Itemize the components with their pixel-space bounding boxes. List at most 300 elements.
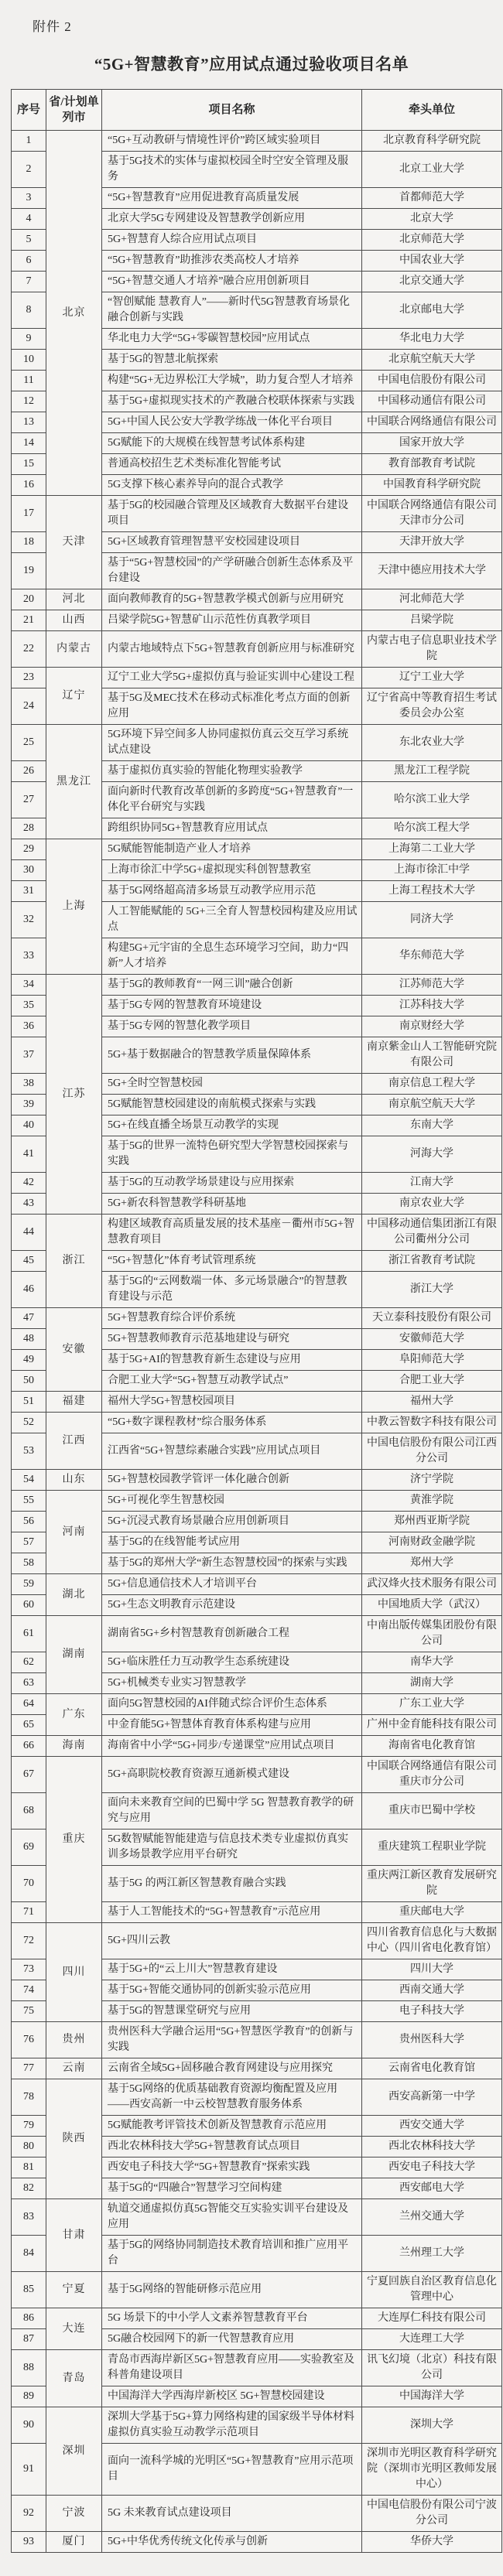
- project-name-cell: 5G+信息通信技术人才培训平台: [102, 1574, 362, 1595]
- province-cell: 河北: [46, 589, 102, 610]
- header-lead-unit: 牵头单位: [362, 90, 502, 131]
- row-number-cell: 25: [12, 725, 46, 761]
- lead-unit-cell: 西安交通大学: [362, 2116, 502, 2137]
- table-row: [12, 496, 502, 532]
- project-name-cell: “5G+数字课程教材”综合服务体系: [102, 1413, 362, 1433]
- project-name-cell: 基于5G 的两江新区智慧教育融合实践: [102, 1866, 362, 1902]
- project-name-cell: 普通高校招生艺术类标准化智能考试: [102, 454, 362, 475]
- project-name-cell: 构建“5G+无边界松江大学城”，助力复合型人才培养: [102, 371, 362, 391]
- province-cell: 湖北: [46, 1574, 102, 1616]
- lead-unit-cell: 辽宁省高中等教育招生考试委员会办公室: [362, 688, 502, 725]
- lead-unit-cell: 中国海洋大学: [362, 2386, 502, 2407]
- project-name-cell: 基于5G+AI的智慧教育新生态建设与应用: [102, 1350, 362, 1371]
- project-name-cell: 吕梁学院5G+智慧矿山示范性仿真教学项目: [102, 610, 362, 631]
- province-cell: 大连: [46, 2308, 102, 2350]
- row-number-cell: 76: [12, 2022, 46, 2058]
- row-number-cell: 14: [12, 433, 46, 454]
- project-name-cell: 面向教师教育的5G+智慧教学模式创新与应用研究: [102, 589, 362, 610]
- lead-unit-cell: 四川大学: [362, 1959, 502, 1980]
- row-number-cell: 55: [12, 1491, 46, 1512]
- project-name-cell: 5G+四川云教: [102, 1923, 362, 1959]
- project-name-cell: 5G+中华优秀传统文化传承与创新: [102, 2532, 362, 2553]
- lead-unit-cell: 华北电力大学: [362, 329, 502, 350]
- table-row: [12, 668, 502, 688]
- project-name-cell: 西北农林科技大学5G+智慧教育试点项目: [102, 2137, 362, 2157]
- province-cell: 安徽: [46, 1308, 102, 1392]
- lead-unit-cell: 浙江大学: [362, 1272, 502, 1308]
- row-number-cell: 18: [12, 532, 46, 553]
- lead-unit-cell: 中国联合网络通信有限公司: [362, 412, 502, 433]
- lead-unit-cell: 海南省电化教育馆: [362, 1736, 502, 1757]
- lead-unit-cell: 中国联合网络通信有限公司重庆市分公司: [362, 1757, 502, 1793]
- lead-unit-cell: 辽宁工业大学: [362, 668, 502, 688]
- lead-unit-cell: 内蒙古电子信息职业技术学院: [362, 631, 502, 668]
- row-number-cell: 65: [12, 1715, 46, 1736]
- project-name-cell: 基于5G的互动教学场景建设与应用探索: [102, 1173, 362, 1194]
- project-table: [11, 89, 502, 2553]
- row-number-cell: 8: [12, 292, 46, 329]
- row-number-cell: 51: [12, 1392, 46, 1413]
- lead-unit-cell: 东北农业大学: [362, 725, 502, 761]
- project-name-cell: 5G+新农科智慧教学科研基地: [102, 1194, 362, 1215]
- project-name-cell: 云南省全域5G+固移融合教育网建设与应用探究: [102, 2058, 362, 2079]
- project-name-cell: 面向新时代教育改革创新的多跨度“5G+智慧教育”一体化平台研究与实践: [102, 782, 362, 818]
- lead-unit-cell: 南京财经大学: [362, 1016, 502, 1037]
- row-number-cell: 27: [12, 782, 46, 818]
- province-cell: 宁夏: [46, 2272, 102, 2308]
- lead-unit-cell: 宁夏回族自治区教育信息化管理中心: [362, 2272, 502, 2308]
- lead-unit-cell: 电子科技大学: [362, 2001, 502, 2022]
- lead-unit-cell: 云南省电化教育馆: [362, 2058, 502, 2079]
- table-row: [12, 589, 502, 610]
- lead-unit-cell: 东南大学: [362, 1115, 502, 1136]
- table-row: [12, 2199, 502, 2236]
- province-cell: 上海: [46, 839, 102, 975]
- project-name-cell: 5G+智慧教育综合评价系统: [102, 1308, 362, 1329]
- lead-unit-cell: 北京教育科学研究院: [362, 131, 502, 152]
- lead-unit-cell: 北京交通大学: [362, 272, 502, 292]
- row-number-cell: 84: [12, 2236, 46, 2272]
- lead-unit-cell: 西安高新第一中学: [362, 2079, 502, 2116]
- lead-unit-cell: 南华大学: [362, 1652, 502, 1673]
- province-cell: 深圳: [46, 2407, 102, 2496]
- project-name-cell: 5G+基于数据融合的智慧教学质量保障体系: [102, 1037, 362, 1074]
- row-number-cell: 34: [12, 975, 46, 996]
- row-number-cell: 78: [12, 2079, 46, 2116]
- lead-unit-cell: 浙江省教育考试院: [362, 1251, 502, 1272]
- project-name-cell: 面向一流科学城的光明区“5G+智慧教育”应用示范项目: [102, 2444, 362, 2496]
- project-name-cell: “5G+智慧教育”应用促进教育高质量发展: [102, 188, 362, 209]
- table-row: [12, 1215, 502, 1251]
- lead-unit-cell: 重庆两江新区教育发展研究院: [362, 1866, 502, 1902]
- lead-unit-cell: 西安电子科技大学: [362, 2157, 502, 2178]
- row-number-cell: 11: [12, 371, 46, 391]
- row-number-cell: 29: [12, 839, 46, 860]
- project-name-cell: 跨组织协同5G+智慧教育应用试点: [102, 818, 362, 839]
- project-name-cell: 福州大学5G+智慧校园项目: [102, 1392, 362, 1413]
- row-number-cell: 72: [12, 1923, 46, 1959]
- row-number-cell: 52: [12, 1413, 46, 1433]
- row-number-cell: 81: [12, 2157, 46, 2178]
- row-number-cell: 24: [12, 688, 46, 725]
- project-name-cell: 5G+在线直播全场景互动教学的实现: [102, 1115, 362, 1136]
- table-row: [12, 1392, 502, 1413]
- project-name-cell: 基于5G及MEC技术在移动式标准化考点方面的创新应用: [102, 688, 362, 725]
- row-number-cell: 86: [12, 2308, 46, 2329]
- row-number-cell: 10: [12, 350, 46, 371]
- row-number-cell: 43: [12, 1194, 46, 1215]
- project-name-cell: 基于5G的“云网数端一体、多元场景融合”的智慧教育建设与示范: [102, 1272, 362, 1308]
- lead-unit-cell: 南京信息工程大学: [362, 1074, 502, 1095]
- project-name-cell: 5G赋能教考评管技术创新及智慧教育示范应用: [102, 2116, 362, 2137]
- project-name-cell: 5G+中国人民公安大学教学练战一体化平台项目: [102, 412, 362, 433]
- row-number-cell: 2: [12, 152, 46, 188]
- project-name-cell: 基于5G的教师教育“一网三训”融合创新: [102, 975, 362, 996]
- row-number-cell: 40: [12, 1115, 46, 1136]
- lead-unit-cell: 天津开放大学: [362, 532, 502, 553]
- row-number-cell: 4: [12, 209, 46, 230]
- lead-unit-cell: 武汉烽火技术服务有限公司: [362, 1574, 502, 1595]
- table-row: [12, 725, 502, 761]
- table-row: [12, 2407, 502, 2444]
- row-number-cell: 93: [12, 2532, 46, 2553]
- lead-unit-cell: 湖南大学: [362, 1673, 502, 1694]
- lead-unit-cell: 上海第二工业大学: [362, 839, 502, 860]
- province-cell: 海南: [46, 1736, 102, 1757]
- row-number-cell: 92: [12, 2496, 46, 2532]
- project-name-cell: 5G+高职院校教育资源互通新模式建设: [102, 1757, 362, 1793]
- table-row: [12, 1616, 502, 1652]
- project-name-cell: 轨道交通虚拟仿真5G智能交互实验实训平台建设及应用: [102, 2199, 362, 2236]
- header-province: 省/计划单列市: [46, 90, 102, 131]
- row-number-cell: 13: [12, 412, 46, 433]
- project-name-cell: 5G+可视化孪生智慧校园: [102, 1491, 362, 1512]
- row-number-cell: 23: [12, 668, 46, 688]
- row-number-cell: 62: [12, 1652, 46, 1673]
- lead-unit-cell: 哈尔滨工程大学: [362, 818, 502, 839]
- table-body: [12, 131, 502, 2553]
- lead-unit-cell: 黄淮学院: [362, 1491, 502, 1512]
- header-project-name: 项目名称: [102, 90, 362, 131]
- project-name-cell: 面向5G智慧校园的AI伴随式综合评价生态体系: [102, 1694, 362, 1715]
- province-cell: 黑龙江: [46, 725, 102, 839]
- province-cell: 天津: [46, 496, 102, 589]
- project-name-cell: “5G+互动教研与情境性评价”跨区域实验项目: [102, 131, 362, 152]
- row-number-cell: 15: [12, 454, 46, 475]
- table-row: [12, 2058, 502, 2079]
- project-name-cell: 基于5G+虚拟现实技术的产教融合校联体探索与实践: [102, 391, 362, 412]
- project-name-cell: 5G赋能下的大规模在线智慧考试体系构建: [102, 433, 362, 454]
- project-name-cell: 辽宁工业大学5G+虚拟仿真与验证实训中心建设工程: [102, 668, 362, 688]
- lead-unit-cell: 中国电信股份有限公司江西分公司: [362, 1433, 502, 1470]
- row-number-cell: 63: [12, 1673, 46, 1694]
- lead-unit-cell: 大连厚仁科技有限公司: [362, 2308, 502, 2329]
- row-number-cell: 17: [12, 496, 46, 532]
- lead-unit-cell: 安徽师范大学: [362, 1329, 502, 1350]
- table-row: [12, 2350, 502, 2386]
- table-row: [12, 1757, 502, 1793]
- row-number-cell: 61: [12, 1616, 46, 1652]
- project-name-cell: 构建5G+元宇宙的全息生态环境学习空间，助力“四新”人才培养: [102, 938, 362, 975]
- project-name-cell: 5G+临床胜任力互动教学生态系统建设: [102, 1652, 362, 1673]
- row-number-cell: 31: [12, 881, 46, 902]
- project-name-cell: 5G融合校园网下的新一代智慧教育应用: [102, 2329, 362, 2350]
- lead-unit-cell: 北京大学: [362, 209, 502, 230]
- row-number-cell: 89: [12, 2386, 46, 2407]
- project-name-cell: “智创赋能 慧教育人”——新时代5G智慧教育场景化融合创新与实践: [102, 292, 362, 329]
- row-number-cell: 91: [12, 2444, 46, 2496]
- project-name-cell: 海南省中小学“5G+同步/专递课堂”应用试点项目: [102, 1736, 362, 1757]
- lead-unit-cell: 中南出版传媒集团股份有限公司: [362, 1616, 502, 1652]
- project-name-cell: 5G+生态文明教育示范建设: [102, 1595, 362, 1616]
- row-number-cell: 20: [12, 589, 46, 610]
- row-number-cell: 28: [12, 818, 46, 839]
- province-cell: 江西: [46, 1413, 102, 1470]
- lead-unit-cell: 中国教育科学研究院: [362, 475, 502, 496]
- lead-unit-cell: 广州中金育能科技有限公司: [362, 1715, 502, 1736]
- project-name-cell: “5G+智慧化”体育考试管理系统: [102, 1251, 362, 1272]
- table-row: [12, 1308, 502, 1329]
- row-number-cell: 54: [12, 1470, 46, 1491]
- province-cell: 北京: [46, 131, 102, 496]
- lead-unit-cell: 西北农林科技大学: [362, 2137, 502, 2157]
- lead-unit-cell: 江苏科技大学: [362, 996, 502, 1016]
- lead-unit-cell: 中国电信股份有限公司宁波分公司: [362, 2496, 502, 2532]
- lead-unit-cell: 江苏师范大学: [362, 975, 502, 996]
- project-name-cell: 5G赋能智慧校园建设的南航模式探索与实践: [102, 1095, 362, 1115]
- project-name-cell: 5G+全时空智慧校园: [102, 1074, 362, 1095]
- row-number-cell: 90: [12, 2407, 46, 2444]
- lead-unit-cell: 首都师范大学: [362, 188, 502, 209]
- lead-unit-cell: 中国移动通信集团浙江有限公司衢州分公司: [362, 1215, 502, 1251]
- province-cell: 青岛: [46, 2350, 102, 2407]
- lead-unit-cell: 重庆建筑工程职业学院: [362, 1830, 502, 1866]
- lead-unit-cell: 郑州大学: [362, 1553, 502, 1574]
- province-cell: 贵州: [46, 2022, 102, 2058]
- row-number-cell: 60: [12, 1595, 46, 1616]
- project-name-cell: 上海市徐汇中学5G+虚拟现实科创智慧教室: [102, 860, 362, 881]
- lead-unit-cell: 西安邮电大学: [362, 2178, 502, 2199]
- row-number-cell: 82: [12, 2178, 46, 2199]
- lead-unit-cell: 中国农业大学: [362, 251, 502, 272]
- row-number-cell: 33: [12, 938, 46, 975]
- row-number-cell: 3: [12, 188, 46, 209]
- lead-unit-cell: 北京航空航天大学: [362, 350, 502, 371]
- province-cell: 辽宁: [46, 668, 102, 725]
- project-name-cell: 5G+区域教育管理智慧平安校园建设项目: [102, 532, 362, 553]
- row-number-cell: 85: [12, 2272, 46, 2308]
- project-name-cell: 青岛市西海岸新区5G+智慧教育应用——实验教室及科普角建设项目: [102, 2350, 362, 2386]
- lead-unit-cell: 合肥工业大学: [362, 1371, 502, 1392]
- lead-unit-cell: 国家开放大学: [362, 433, 502, 454]
- project-name-cell: “5G+智慧交通人才培养”融合应用创新项目: [102, 272, 362, 292]
- lead-unit-cell: 北京工业大学: [362, 152, 502, 188]
- province-cell: 山东: [46, 1470, 102, 1491]
- project-name-cell: 基于5G的网络协同制造技术教育培训和推广应用平台: [102, 2236, 362, 2272]
- table-header-row: [12, 90, 502, 131]
- project-name-cell: 5G环境下异空间多人协同虚拟仿真云交互学习系统试点建设: [102, 725, 362, 761]
- row-number-cell: 59: [12, 1574, 46, 1595]
- lead-unit-cell: 南京航空航天大学: [362, 1095, 502, 1115]
- lead-unit-cell: 河南财政金融学院: [362, 1532, 502, 1553]
- project-name-cell: 基于5G的在线智能考试应用: [102, 1532, 362, 1553]
- lead-unit-cell: 大连理工大学: [362, 2329, 502, 2350]
- project-name-cell: 人工智能赋能的 5G+三全育人智慧校园构建及应用试点: [102, 902, 362, 938]
- project-name-cell: 5G 场景下的中小学人文素养智慧教育平台: [102, 2308, 362, 2329]
- project-name-cell: 基于5G+的“云上川大”智慧教育建设: [102, 1959, 362, 1980]
- table-row: [12, 2272, 502, 2308]
- province-cell: 陕西: [46, 2079, 102, 2199]
- row-number-cell: 1: [12, 131, 46, 152]
- lead-unit-cell: 福州大学: [362, 1392, 502, 1413]
- lead-unit-cell: 深圳市光明区教育科学研究院（深圳市光明区教师发展中心）: [362, 2444, 502, 2496]
- lead-unit-cell: 济宁学院: [362, 1470, 502, 1491]
- row-number-cell: 74: [12, 1980, 46, 2001]
- project-name-cell: 5G+智慧校园教学管评一体化融合创新: [102, 1470, 362, 1491]
- table-row: [12, 2308, 502, 2329]
- project-name-cell: 基于5G的智慧课堂研究与应用: [102, 2001, 362, 2022]
- province-cell: 甘肃: [46, 2199, 102, 2272]
- row-number-cell: 57: [12, 1532, 46, 1553]
- project-name-cell: 基于5G的智慧北航探索: [102, 350, 362, 371]
- row-number-cell: 26: [12, 761, 46, 782]
- row-number-cell: 70: [12, 1866, 46, 1902]
- project-name-cell: 5G 未来教育试点建设项目: [102, 2496, 362, 2532]
- row-number-cell: 71: [12, 1902, 46, 1923]
- province-cell: 福建: [46, 1392, 102, 1413]
- row-number-cell: 58: [12, 1553, 46, 1574]
- row-number-cell: 68: [12, 1793, 46, 1830]
- row-number-cell: 79: [12, 2116, 46, 2137]
- project-name-cell: 基于虚拟仿真实验的智能化物理实验教学: [102, 761, 362, 782]
- row-number-cell: 9: [12, 329, 46, 350]
- province-cell: 山西: [46, 610, 102, 631]
- lead-unit-cell: 中国电信股份有限公司: [362, 371, 502, 391]
- project-name-cell: 基于5G专网的智慧化教学项目: [102, 1016, 362, 1037]
- lead-unit-cell: 郑州西亚斯学院: [362, 1512, 502, 1532]
- project-name-cell: 5G赋能智能制造产业人才培养: [102, 839, 362, 860]
- province-cell: 宁波: [46, 2496, 102, 2532]
- table-row: [12, 1923, 502, 1959]
- table-row: [12, 2532, 502, 2553]
- project-name-cell: 基于5G专网的智慧教育环境建设: [102, 996, 362, 1016]
- header-serial-number: 序号: [12, 90, 46, 131]
- row-number-cell: 73: [12, 1959, 46, 1980]
- lead-unit-cell: 兰州理工大学: [362, 2236, 502, 2272]
- project-name-cell: 湖南省5G+乡村智慧教育创新融合工程: [102, 1616, 362, 1652]
- project-name-cell: 内蒙古地域特点下5G+智慧教育创新应用与标准研究: [102, 631, 362, 668]
- lead-unit-cell: 阜阳师范大学: [362, 1350, 502, 1371]
- row-number-cell: 35: [12, 996, 46, 1016]
- lead-unit-cell: 北京师范大学: [362, 230, 502, 251]
- row-number-cell: 75: [12, 2001, 46, 2022]
- row-number-cell: 88: [12, 2350, 46, 2386]
- lead-unit-cell: 华东师范大学: [362, 938, 502, 975]
- project-name-cell: 基于人工智能技术的“5G+智慧教育”示范应用: [102, 1902, 362, 1923]
- row-number-cell: 42: [12, 1173, 46, 1194]
- project-name-cell: 中金育能5G+智慧体育教育体系构建与应用: [102, 1715, 362, 1736]
- project-name-cell: 合肥工业大学“5G+智慧互动教学试点”: [102, 1371, 362, 1392]
- row-number-cell: 19: [12, 553, 46, 589]
- row-number-cell: 80: [12, 2137, 46, 2157]
- row-number-cell: 77: [12, 2058, 46, 2079]
- province-cell: 河南: [46, 1491, 102, 1574]
- table-row: [12, 131, 502, 152]
- row-number-cell: 69: [12, 1830, 46, 1866]
- row-number-cell: 41: [12, 1136, 46, 1173]
- table-row: [12, 610, 502, 631]
- lead-unit-cell: 广东工业大学: [362, 1694, 502, 1715]
- province-cell: 浙江: [46, 1215, 102, 1308]
- lead-unit-cell: 重庆邮电大学: [362, 1902, 502, 1923]
- row-number-cell: 47: [12, 1308, 46, 1329]
- row-number-cell: 36: [12, 1016, 46, 1037]
- lead-unit-cell: 上海市徐汇中学: [362, 860, 502, 881]
- row-number-cell: 45: [12, 1251, 46, 1272]
- table-row: [12, 2022, 502, 2058]
- project-name-cell: 基于5G技术的实体与虚拟校园全时空安全管理及服务: [102, 152, 362, 188]
- lead-unit-cell: 上海工程技术大学: [362, 881, 502, 902]
- lead-unit-cell: 同济大学: [362, 902, 502, 938]
- row-number-cell: 44: [12, 1215, 46, 1251]
- lead-unit-cell: 河海大学: [362, 1136, 502, 1173]
- row-number-cell: 83: [12, 2199, 46, 2236]
- project-name-cell: 基于5G网络的智能研修示范应用: [102, 2272, 362, 2308]
- attachment-label: 附件 2: [33, 19, 72, 34]
- lead-unit-cell: 中国地质大学（武汉）: [362, 1595, 502, 1616]
- row-number-cell: 49: [12, 1350, 46, 1371]
- lead-unit-cell: 华侨大学: [362, 2532, 502, 2553]
- row-number-cell: 16: [12, 475, 46, 496]
- project-name-cell: 5G+智慧教师教育示范基地建设与研究: [102, 1329, 362, 1350]
- project-name-cell: 深圳大学基于5G+算力网络构建的国家级半导体材料虚拟仿真实验互动教学示范项目: [102, 2407, 362, 2444]
- table-row: [12, 2079, 502, 2116]
- row-number-cell: 38: [12, 1074, 46, 1095]
- row-number-cell: 7: [12, 272, 46, 292]
- project-name-cell: 中国海洋大学西海岸新校区 5G+智慧校园建设: [102, 2386, 362, 2407]
- lead-unit-cell: 重庆市巴蜀中学校: [362, 1793, 502, 1830]
- row-number-cell: 87: [12, 2329, 46, 2350]
- row-number-cell: 37: [12, 1037, 46, 1074]
- lead-unit-cell: 河北师范大学: [362, 589, 502, 610]
- province-cell: 内蒙古: [46, 631, 102, 668]
- row-number-cell: 12: [12, 391, 46, 412]
- table-row: [12, 1470, 502, 1491]
- lead-unit-cell: 江南大学: [362, 1173, 502, 1194]
- project-name-cell: 构建区域教育高质量发展的技术基座－衢州市5G+智慧教育项目: [102, 1215, 362, 1251]
- lead-unit-cell: 天津中德应用技术大学: [362, 553, 502, 589]
- lead-unit-cell: 吕梁学院: [362, 610, 502, 631]
- table-row: [12, 1574, 502, 1595]
- lead-unit-cell: 讯飞幻境（北京）科技有限公司: [362, 2350, 502, 2386]
- table-row: [12, 1736, 502, 1757]
- lead-unit-cell: 哈尔滨工业大学: [362, 782, 502, 818]
- row-number-cell: 56: [12, 1512, 46, 1532]
- row-number-cell: 21: [12, 610, 46, 631]
- province-cell: 厦门: [46, 2532, 102, 2553]
- province-cell: 江苏: [46, 975, 102, 1215]
- project-name-cell: 基于5G的郑州大学“新生态智慧校园”的探索与实践: [102, 1553, 362, 1574]
- lead-unit-cell: 贵州医科大学: [362, 2022, 502, 2058]
- project-name-cell: 5G支撑下核心素养导向的混合式教学: [102, 475, 362, 496]
- lead-unit-cell: 教育部教育考试院: [362, 454, 502, 475]
- project-name-cell: 基于5G的“四融合”智慧学习空间构建: [102, 2178, 362, 2199]
- project-name-cell: 5G+机械类专业实习智慧教学: [102, 1673, 362, 1694]
- project-name-cell: 北京大学5G专网建设及智慧教学创新应用: [102, 209, 362, 230]
- table-row: [12, 1413, 502, 1433]
- project-name-cell: 基于5G+智能交通协同的创新实验示范应用: [102, 1980, 362, 2001]
- project-name-cell: 基于5G网络超高清多场景互动教学应用示范: [102, 881, 362, 902]
